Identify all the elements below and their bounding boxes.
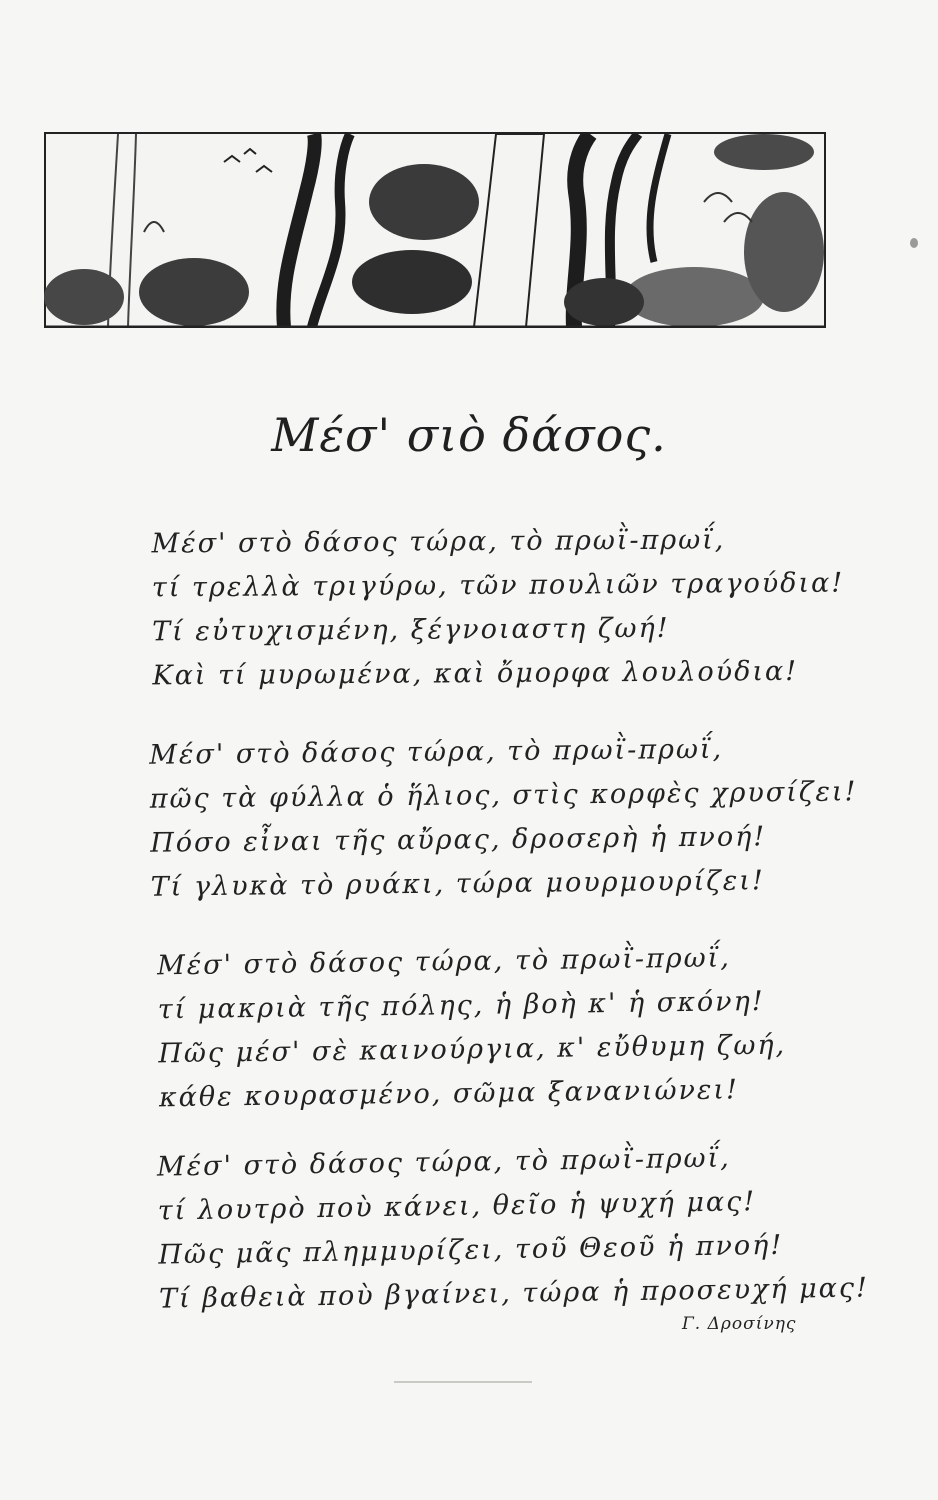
divider — [394, 1381, 532, 1383]
verse-line: Μέσ' στὸ δάσος τώρα, τὸ πρωῒ-πρωΐ, — [156, 942, 732, 982]
verse-line: Τί βαθειὰ ποὺ βγαίνει, τώρα ἡ προσευχή μας! — [158, 1272, 870, 1315]
verse-line: τί λουτρὸ ποὺ κάνει, θεῖο ἡ ψυχή μας! — [157, 1186, 757, 1227]
verse-line: Μέσ' στὸ δάσος τώρα, τὸ πρωῒ-πρωΐ, — [149, 733, 724, 771]
verse-line: Πόσο εἶναι τῆς αὔρας, δροσερὴ ἡ πνοή! — [150, 821, 767, 859]
verse-line: Καὶ τί μυρωμένα, καὶ ὄμορφα λουλούδια! — [152, 655, 799, 692]
verse-line: τί τρελλὰ τριγύρω, τῶν πουλιῶν τραγούδια! — [151, 567, 845, 604]
author-signature: Γ. Δροσίνης — [682, 1314, 797, 1334]
poem-title: Μέσ' σιὸ δάσος. — [271, 408, 667, 462]
verse-line: Μέσ' στὸ δάσος τώρα, τὸ πρωῒ-πρωΐ, — [151, 524, 726, 560]
verse-line: πῶς τὰ φύλλα ὁ ἥλιος, στὶς κορφὲς χρυσίζει! — [149, 776, 858, 815]
stanza-4 — [157, 1134, 870, 1321]
ink-speck — [910, 238, 918, 248]
stanza-3 — [157, 936, 787, 1121]
verse-line: Πῶς μέσ' σὲ καινούργια, κ' εὔθυμη ζωή, — [158, 1029, 787, 1070]
stanza-1 — [151, 518, 845, 699]
verse-line: Μέσ' στὸ δάσος τώρα, τὸ πρωῒ-πρωΐ, — [156, 1142, 731, 1183]
verse-line: τί μακριὰ τῆς πόλης, ἡ βοὴ κ' ἡ σκόνη! — [157, 985, 765, 1026]
stanza-2 — [149, 726, 858, 909]
verse-line: κάθε κουρασμένο, σῶμα ξανανιώνει! — [158, 1074, 740, 1114]
verse-line: Πῶς μᾶς πλημμυρίζει, τοῦ Θεοῦ ἡ πνοή! — [158, 1229, 784, 1271]
verse-line: Τί γλυκὰ τὸ ρυάκι, τώρα μουρμουρίζει! — [150, 865, 765, 903]
forest-illustration — [44, 132, 826, 328]
verse-line: Τί εὐτυχισμένη, ξέγνοιαστη ζωή! — [152, 612, 670, 648]
